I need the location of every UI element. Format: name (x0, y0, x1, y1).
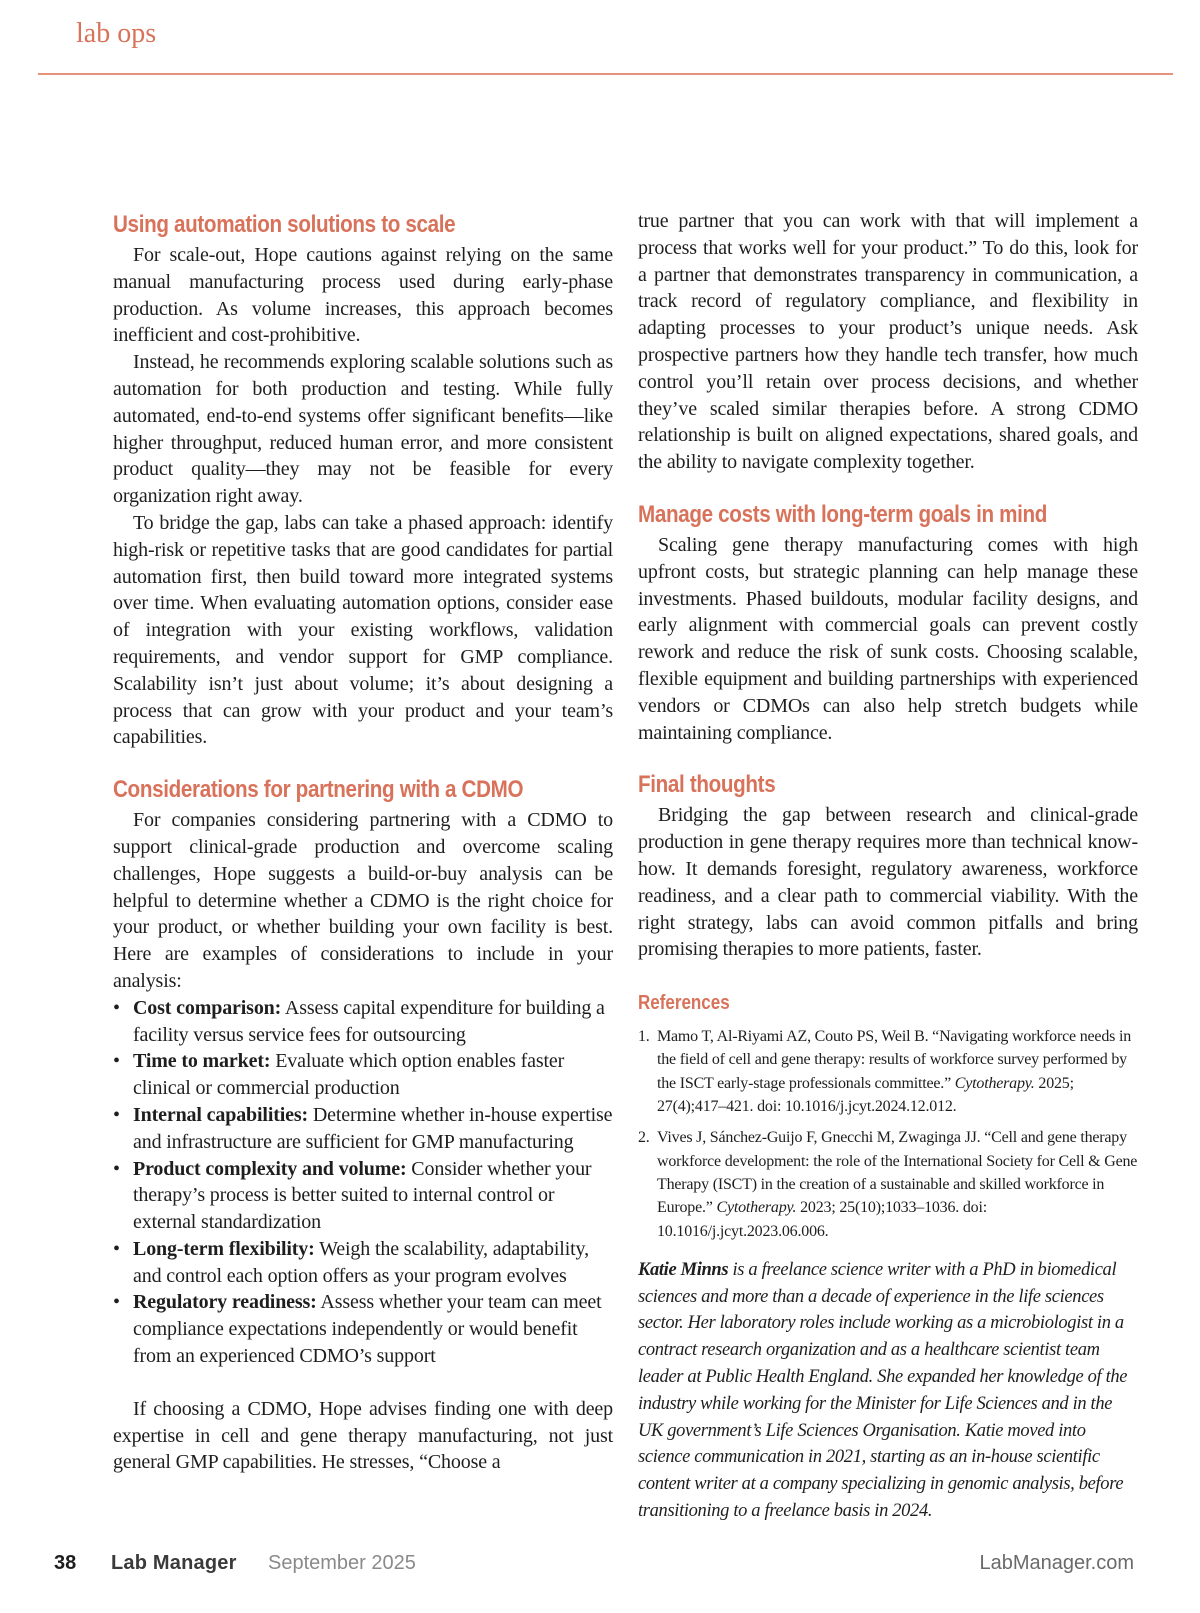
website-link[interactable]: LabManager.com (979, 1552, 1134, 1574)
spacer (638, 963, 1138, 985)
heading-cdmo: Considerations for partnering with a CDMO (113, 776, 524, 804)
magazine-title: Lab Manager (111, 1552, 237, 1574)
paragraph: true partner that you can work with that will implement a process that works well for your product.” To do this, look for a partner that demonstrates transparency in communication, a track record of regulatory compliance, and flexibility in adapting processes to your product’s unique needs. Ask prospective partners how they handle tech transfer, how much control you’ll retain over process decisions, and whether they’ve scaled similar therapies before. A strong CDMO relationship is built on aligned expectations, shared goals, and the ability to navigate complexity together. (638, 210, 1138, 474)
paragraph: Bridging the gap between research and clinical-grade production in gene therapy requires more than technical know-how. It demands foresight, regulatory awareness, workforce readiness, and a clear path to commercial viability. With the right strategy, labs can avoid common pitfalls and bring promising therapies to more patients, faster. (638, 804, 1138, 961)
header-divider (38, 73, 1173, 75)
list-item: • Product complexity and volume: Consider whether your therapy’s process is better suited to internal control or external standardization (113, 1156, 613, 1236)
page-number: 38 (54, 1552, 77, 1574)
author-name: Katie Minns (638, 1259, 729, 1280)
section-label: lab ops (76, 18, 157, 49)
list-item: • Internal capabilities: Determine whether in-house expertise and infrastructure are sufficient for GMP manufacturing (113, 1102, 613, 1156)
author-bio: Katie Minns is a freelance science writer with a PhD in biomedical sciences and more than a decade of experience in the life sciences sector. Her laboratory roles include working as a microbiologist in a contract research organization and as a healthcare scientist team leader at Public Health England. She expanded her knowledge of the industry while working for the Minister for Life Sciences and in the UK government’s Life Sciences Organisation. Katie moved into science communication in 2021, starting as an in-house scientific content writer at a company specializing in genomic analysis, before transitioning to a freelance basis in 2024. (638, 1259, 1128, 1521)
considerations-list (113, 995, 613, 1370)
list-item: • Time to market: Evaluate which option enables faster clinical or commercial production (113, 1048, 613, 1102)
paragraph: For scale-out, Hope cautions against relying on the same manual manufacturing process used during early-phase production. As volume increases, this approach becomes inefficient and cost-prohibitive. (113, 244, 613, 347)
left-column (113, 208, 613, 1476)
spacer (638, 746, 1138, 768)
paragraph: For companies considering partnering with a CDMO to support clinical-grade production and overcome scaling challenges, Hope suggests a build-or-buy analysis can be helpful to determine whether a CDMO is the right choice for your product, or whether building your own facility is best. Here are examples of considerations to include in your analysis: (113, 809, 613, 992)
list-item: • Cost comparison: Assess capital expenditure for building a facility versus service fees for outsourcing (113, 995, 613, 1049)
list-item: • Regulatory readiness: Assess whether your team can meet compliance expectations independently or would benefit from an experienced CDMO’s support (113, 1289, 613, 1369)
paragraph: If choosing a CDMO, Hope advises finding one with deep expertise in cell and gene therapy manufacturing, not just general GMP capabilities. He stresses, “Choose a (113, 1397, 613, 1474)
paragraph: To bridge the gap, labs can take a phased approach: identify high-risk or repetitive tasks that are good candidates for partial automation first, then build toward more integrated systems over time. When evaluating automation options, consider ease of integration with your existing workflows, validation requirements, and vendor support for GMP compliance. Scalability isn’t just about volume; it’s about designing a process that can grow with your product and your team’s capabilities. (113, 511, 613, 749)
references-list (638, 1025, 1138, 1243)
paragraph: Scaling gene therapy manufacturing comes with high upfront costs, but strategic planning can help manage these investments. Phased buildouts, modular facility designs, and early alignment with commercial goals can prevent costly rework and reduce the risk of sunk costs. Choosing scalable, flexible equipment and building partnerships with experienced vendors or CDMOs can also help stretch budgets while maintaining compliance. (638, 533, 1138, 744)
reference-item: 2. Vives J, Sánchez-Guijo F, Gnecchi M, Zwaginga JJ. “Cell and gene therapy workforce development: the role of the International Society for Cell & Gene Therapy (ISCT) in the creation of a sustainable and skilled workforce in Europe.” Cytotherapy. 2023; 25(10);1033–1036. doi: 10.1016/j.jcyt.2023.06.006. (638, 1129, 1138, 1240)
list-item: • Long-term flexibility: Weigh the scalability, adaptability, and control each option offers as your program evolves (113, 1236, 613, 1290)
spacer (113, 751, 613, 773)
heading-automation: Using automation solutions to scale (113, 211, 456, 238)
heading-costs: Manage costs with long-term goals in mind (638, 500, 1048, 528)
references-heading: References (638, 992, 730, 1015)
reference-item: 1. Mamo T, Al-Riyami AZ, Couto PS, Weil B. “Navigating workforce needs in the field of cell and gene therapy: results of workforce survey performed by the ISCT early-stage professionals committee.” Cytotherapy. 2025; 27(4);417–421. doi: 10.1016/j.jcyt.2024.12.012. (638, 1028, 1131, 1116)
spacer (113, 1370, 613, 1396)
issue-date: September 2025 (268, 1552, 416, 1574)
right-column (638, 208, 1138, 1525)
heading-final-thoughts: Final thoughts (638, 771, 776, 799)
spacer (638, 476, 1138, 498)
paragraph: Instead, he recommends exploring scalable solutions such as automation for both production and testing. While fully automated, end-to-end systems offer significant benefits—like higher throughput, reduced human error, and more consistent product quality—they may not be feasible for every organization right away. (113, 351, 613, 508)
